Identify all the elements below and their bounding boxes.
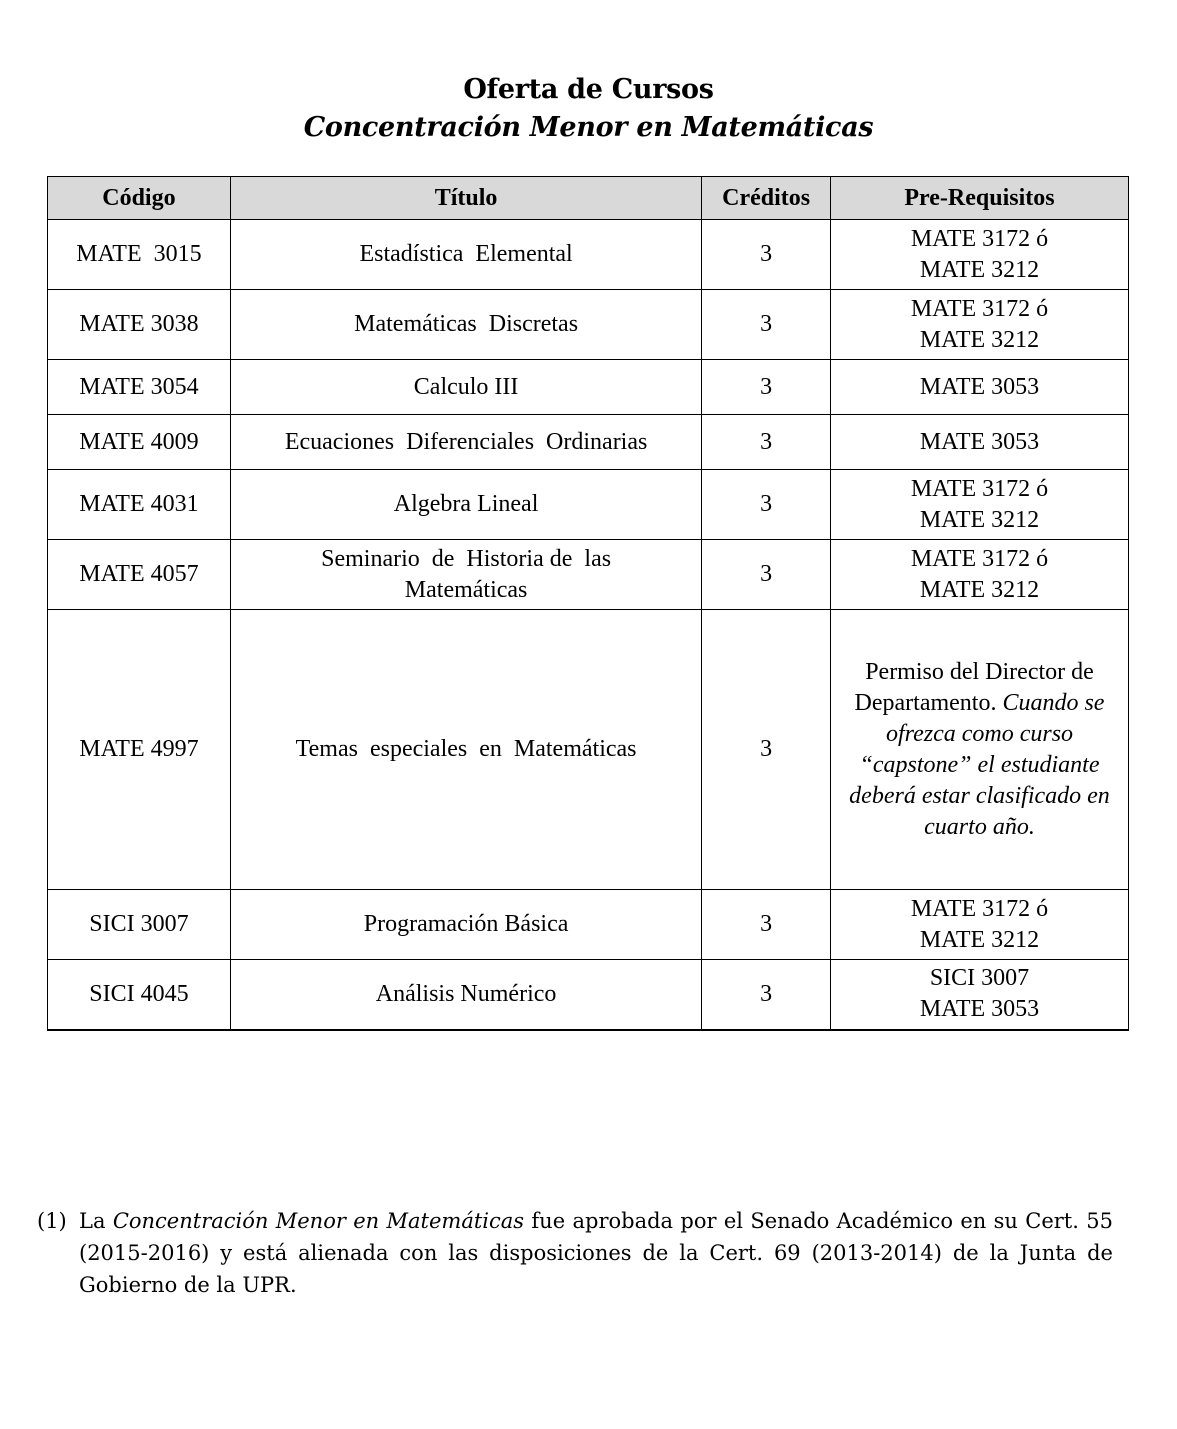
course-code: MATE 3015 xyxy=(48,220,231,290)
table-row xyxy=(48,290,1129,360)
course-title xyxy=(230,540,701,610)
course-table xyxy=(47,176,1129,1031)
table-row xyxy=(48,360,1129,415)
page-subtitle: Concentración Menor en Matemáticas xyxy=(303,112,874,143)
course-credits: 3 xyxy=(702,960,831,1030)
footnote-italic: Concentración Menor en Matemáticas xyxy=(112,1209,525,1233)
footnote xyxy=(37,1205,1113,1301)
prereq-line: MATE 3212 xyxy=(919,326,1040,353)
column-header-code: Código xyxy=(48,177,231,220)
course-code: SICI 4045 xyxy=(48,960,231,1030)
course-title: Temas especiales en Matemáticas xyxy=(230,610,701,890)
course-code: MATE 3054 xyxy=(48,360,231,415)
course-credits: 3 xyxy=(702,890,831,960)
course-title: Estadística Elemental xyxy=(230,220,701,290)
column-header-title: Título xyxy=(230,177,701,220)
prereq-line: MATE 3053 xyxy=(919,996,1040,1023)
course-prereqs xyxy=(830,610,1128,890)
course-title: Ecuaciones Diferenciales Ordinarias xyxy=(230,415,701,470)
table-row xyxy=(48,610,1129,890)
document-header xyxy=(0,72,1177,148)
table-header-row xyxy=(48,177,1129,220)
prereq-line: MATE 3053 xyxy=(919,373,1040,400)
page-title: Oferta de Cursos xyxy=(463,74,714,105)
column-header-credits: Créditos xyxy=(702,177,831,220)
course-prereqs xyxy=(830,220,1128,290)
course-title: Matemáticas Discretas xyxy=(230,290,701,360)
prereq-line: MATE 3172 ó xyxy=(910,295,1049,322)
course-title: Algebra Lineal xyxy=(230,470,701,540)
table-row xyxy=(48,220,1129,290)
course-title: Calculo III xyxy=(230,360,701,415)
prereq-line: MATE 3172 ó xyxy=(910,895,1049,922)
footnote-number: (1) xyxy=(37,1209,67,1233)
prereq-text: Permiso del Director de Departamento. xyxy=(854,658,1094,716)
course-prereqs xyxy=(830,890,1128,960)
course-credits: 3 xyxy=(702,415,831,470)
course-code: SICI 3007 xyxy=(48,890,231,960)
table-row xyxy=(48,540,1129,610)
title-line: Seminario de Historia de las xyxy=(321,545,612,572)
footnote-text-pre: La xyxy=(79,1209,113,1233)
course-code: MATE 3038 xyxy=(48,290,231,360)
prereq-line: MATE 3172 ó xyxy=(910,225,1049,252)
column-header-prereqs: Pre-Requisitos xyxy=(830,177,1128,220)
prereq-line: MATE 3053 xyxy=(919,428,1040,455)
prereq-line: MATE 3172 ó xyxy=(910,475,1049,502)
footnote-text-post: fue aprobada por el Senado Académico en su Cert. 55 (2015-2016) y está alienada con las disposiciones de la Cert. 69 (2013-2014) de la Junta de Gobierno de la UPR. xyxy=(79,1209,1113,1297)
course-code: MATE 4057 xyxy=(48,540,231,610)
course-credits: 3 xyxy=(702,610,831,890)
course-code: MATE 4031 xyxy=(48,470,231,540)
prereq-line: MATE 3212 xyxy=(919,576,1040,603)
course-code: MATE 4997 xyxy=(48,610,231,890)
course-prereqs xyxy=(830,960,1128,1030)
course-title: Programación Básica xyxy=(230,890,701,960)
course-credits: 3 xyxy=(702,470,831,540)
course-prereqs xyxy=(830,290,1128,360)
course-prereqs xyxy=(830,415,1128,470)
course-title: Análisis Numérico xyxy=(230,960,701,1030)
course-prereqs xyxy=(830,540,1128,610)
table-row xyxy=(48,470,1129,540)
table-row xyxy=(48,890,1129,960)
prereq-line: MATE 3212 xyxy=(919,926,1040,953)
table-row xyxy=(48,960,1129,1030)
prereq-line: MATE 3212 xyxy=(919,506,1040,533)
title-line: Matemáticas xyxy=(404,576,528,603)
course-credits: 3 xyxy=(702,360,831,415)
course-code: MATE 4009 xyxy=(48,415,231,470)
course-prereqs xyxy=(830,470,1128,540)
prereq-line: MATE 3212 xyxy=(919,256,1040,283)
course-credits: 3 xyxy=(702,540,831,610)
course-prereqs xyxy=(830,360,1128,415)
prereq-note: Cuando se ofrezca como curso “capstone” el estudiante deberá estar clasificado en cuarto año. xyxy=(849,689,1110,840)
prereq-line: MATE 3172 ó xyxy=(910,545,1049,572)
course-credits: 3 xyxy=(702,220,831,290)
prereq-line: SICI 3007 xyxy=(929,965,1030,992)
table-row xyxy=(48,415,1129,470)
footnote-text xyxy=(79,1205,1113,1301)
course-credits: 3 xyxy=(702,290,831,360)
